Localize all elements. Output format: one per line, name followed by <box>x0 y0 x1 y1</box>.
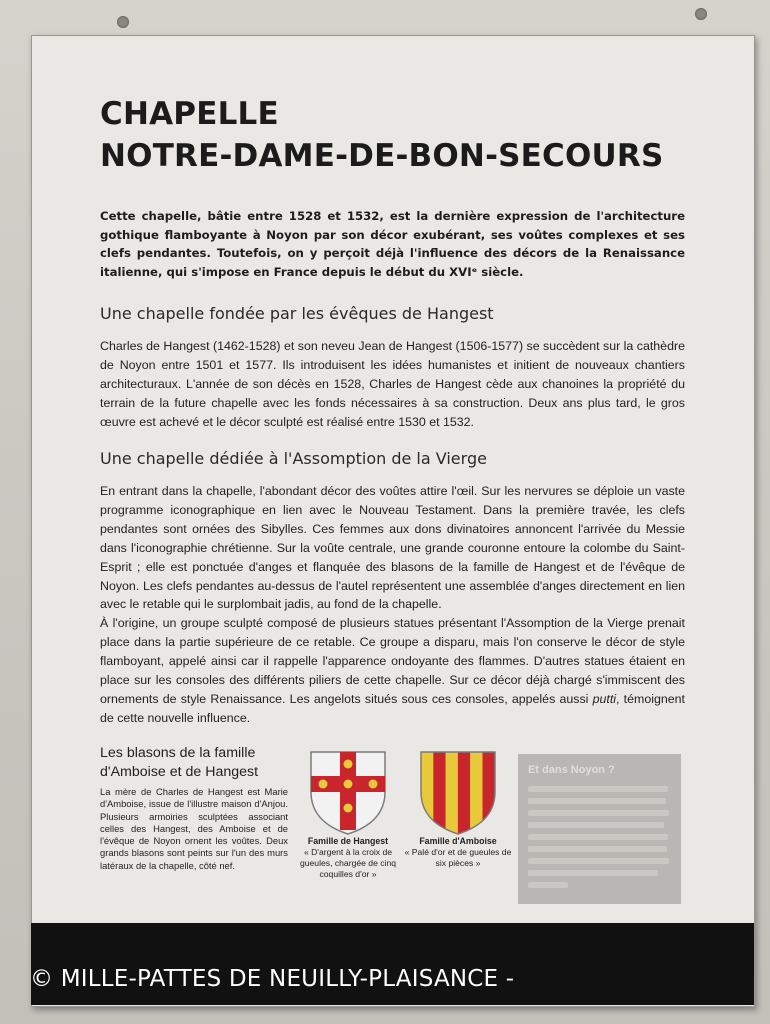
intro-paragraph: Cette chapelle, bâtie entre 1528 et 1532, est la dernière expression de l'architecture gothique flamboyante à Noyon par son décor exubérant, ses voûtes complexes et ses clefs pendantes. Toutefois, on y perçoit déjà l'influence des décors de la Renaissance italienne, qui s'impose en France depuis le début du XVIᵉ siècle. <box>100 209 685 279</box>
section2-text <box>100 482 685 728</box>
blasons-heading: Les blasons de la famille d'Amboise et de Hangest <box>100 745 259 780</box>
hangest-name: Famille de Hangest <box>307 836 389 846</box>
sidebar-text-line <box>528 870 658 876</box>
copyright-watermark: © MILLE-PATTES DE NEUILLY-PLAISANCE - <box>30 966 515 992</box>
noyon-sidebar-heading: Et dans Noyon ? <box>528 764 615 776</box>
section2-italic-term: putti <box>592 691 617 706</box>
sidebar-text-line <box>528 798 666 804</box>
information-panel <box>31 35 755 1007</box>
hangest-coat-of-arms <box>309 750 387 836</box>
amboise-caption <box>403 836 513 869</box>
section1-text: Charles de Hangest (1462-1528) et son neveu Jean de Hangest (1506-1577) se succèdent sur la cathèdre de Noyon entre 1501 et 1577. Ils introduisent les idées humanistes et initient de nouveaux chantiers architecturaux. L'année de son décès en 1528, Charles de Hangest cède aux chanoines la propriété du terrain de la future chapelle avec les fonds nécessaires à sa construction. Deux ans plus tard, le gros œuvre est achevé et le décor sculpté est réalisé entre 1530 et 1532. <box>100 339 685 429</box>
panel-title-line2: NOTRE-DAME-DE-BON-SECOURS <box>100 138 664 174</box>
wall-screw <box>695 8 707 20</box>
sidebar-text-line <box>528 786 668 792</box>
wall-screw <box>117 16 129 28</box>
amboise-name: Famille d'Amboise <box>419 836 497 846</box>
hangest-caption <box>294 836 402 880</box>
noyon-sidebar <box>518 754 681 904</box>
sidebar-text-line <box>528 858 669 864</box>
section2-text-c: , témoignent de cette nouvelle influence. <box>100 691 685 725</box>
panel-title-line1: CHAPELLE <box>100 96 279 132</box>
sidebar-text-line <box>528 846 667 852</box>
section2-text-a: En entrant dans la chapelle, l'abondant décor des voûtes attire l'œil. Sur les nervures se déploie un vaste programme iconographique en lien avec le Nouveau Testament. Dans la première travée, les clefs pendantes sont ornées des Sibylles. Ces femmes aux dons divinatoires annoncent l'arrivée du Messie dans l'iconographie chrétienne. Sur la voûte centrale, une grande couronne entoure la colombe du Saint-Esprit ; elle est ponctuée d'anges et flanquée des blasons de la famille de Hangest et de l'évêque de Noyon. Les clefs pendantes au-dessus de l'autel représentent une assemblée d'anges directement en lien avec le retable qui le surplombait jadis, au fond de la chapelle. <box>100 484 685 612</box>
sidebar-text-line <box>528 822 664 828</box>
section2-heading: Une chapelle dédiée à l'Assomption de la Vierge <box>100 449 487 468</box>
sidebar-text-line <box>528 834 668 840</box>
sidebar-text-line <box>528 882 568 888</box>
hangest-description: « D'argent à la croix de gueules, chargée de cinq coquilles d'or » <box>299 847 397 879</box>
section1-heading: Une chapelle fondée par les évêques de Hangest <box>100 304 494 323</box>
amboise-description: « Palé d'or et de gueules de six pièces » <box>404 847 512 868</box>
panel-title-block <box>100 93 680 177</box>
amboise-coat-of-arms <box>419 750 497 836</box>
panel-bottom-bar <box>31 923 754 1005</box>
blasons-text: La mère de Charles de Hangest est Marie d'Amboise, issue de l'illustre maison d'Anjou. Plusieurs armoiries sculptées associant celles des Hangest, des Amboise et de l'évêque de Noyon ornent les voûtes. Deux grands blasons sont peints sur l'un des murs latéraux de la chapelle, côté nef. <box>100 786 288 871</box>
section2-text-b: À l'origine, un groupe sculpté composé de plusieurs statues présentant l'Assomption de la Vierge prenait place dans la partie supérieure de ce retable. Ce groupe a disparu, mais l'on conserve le décor de style flamboyant, appelé ainsi car il rappelle l'apparence ondoyante des flammes. D'autres statues étaient en place sur les consoles des différents piliers de cette chapelle. Sur ce décor déjà chargé s'immiscent des ornements de style Renaissance. Les angelots situés sous ces consoles, appelés aussi <box>100 616 685 706</box>
sidebar-text-line <box>528 810 669 816</box>
